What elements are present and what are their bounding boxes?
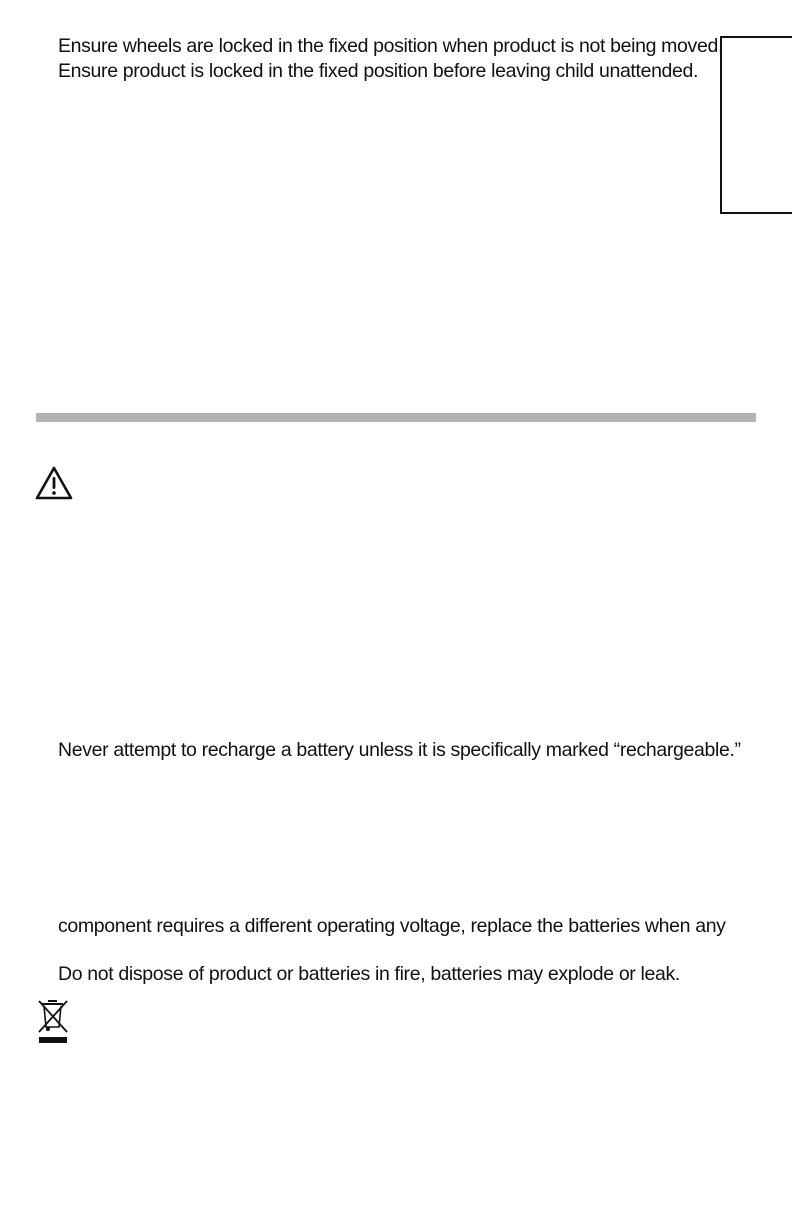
recharge-warning-text: Never attempt to recharge a battery unless it is specifically marked “rechargeable.” (58, 739, 741, 761)
warning-triangle-icon (34, 465, 74, 501)
voltage-text: component requires a different operating voltage, replace the batteries when any (58, 915, 726, 937)
crossed-out-wheelie-bin-icon (36, 998, 70, 1044)
section-divider (36, 413, 756, 422)
language-tab-box (720, 36, 792, 214)
fire-warning-text: Do not dispose of product or batteries in fire, batteries may explode or leak. (58, 963, 680, 985)
wheels-locked-text: Ensure wheels are locked in the fixed position when product is not being moved. (58, 35, 724, 57)
product-locked-text: Ensure product is locked in the fixed position before leaving child unattended. (58, 60, 699, 82)
